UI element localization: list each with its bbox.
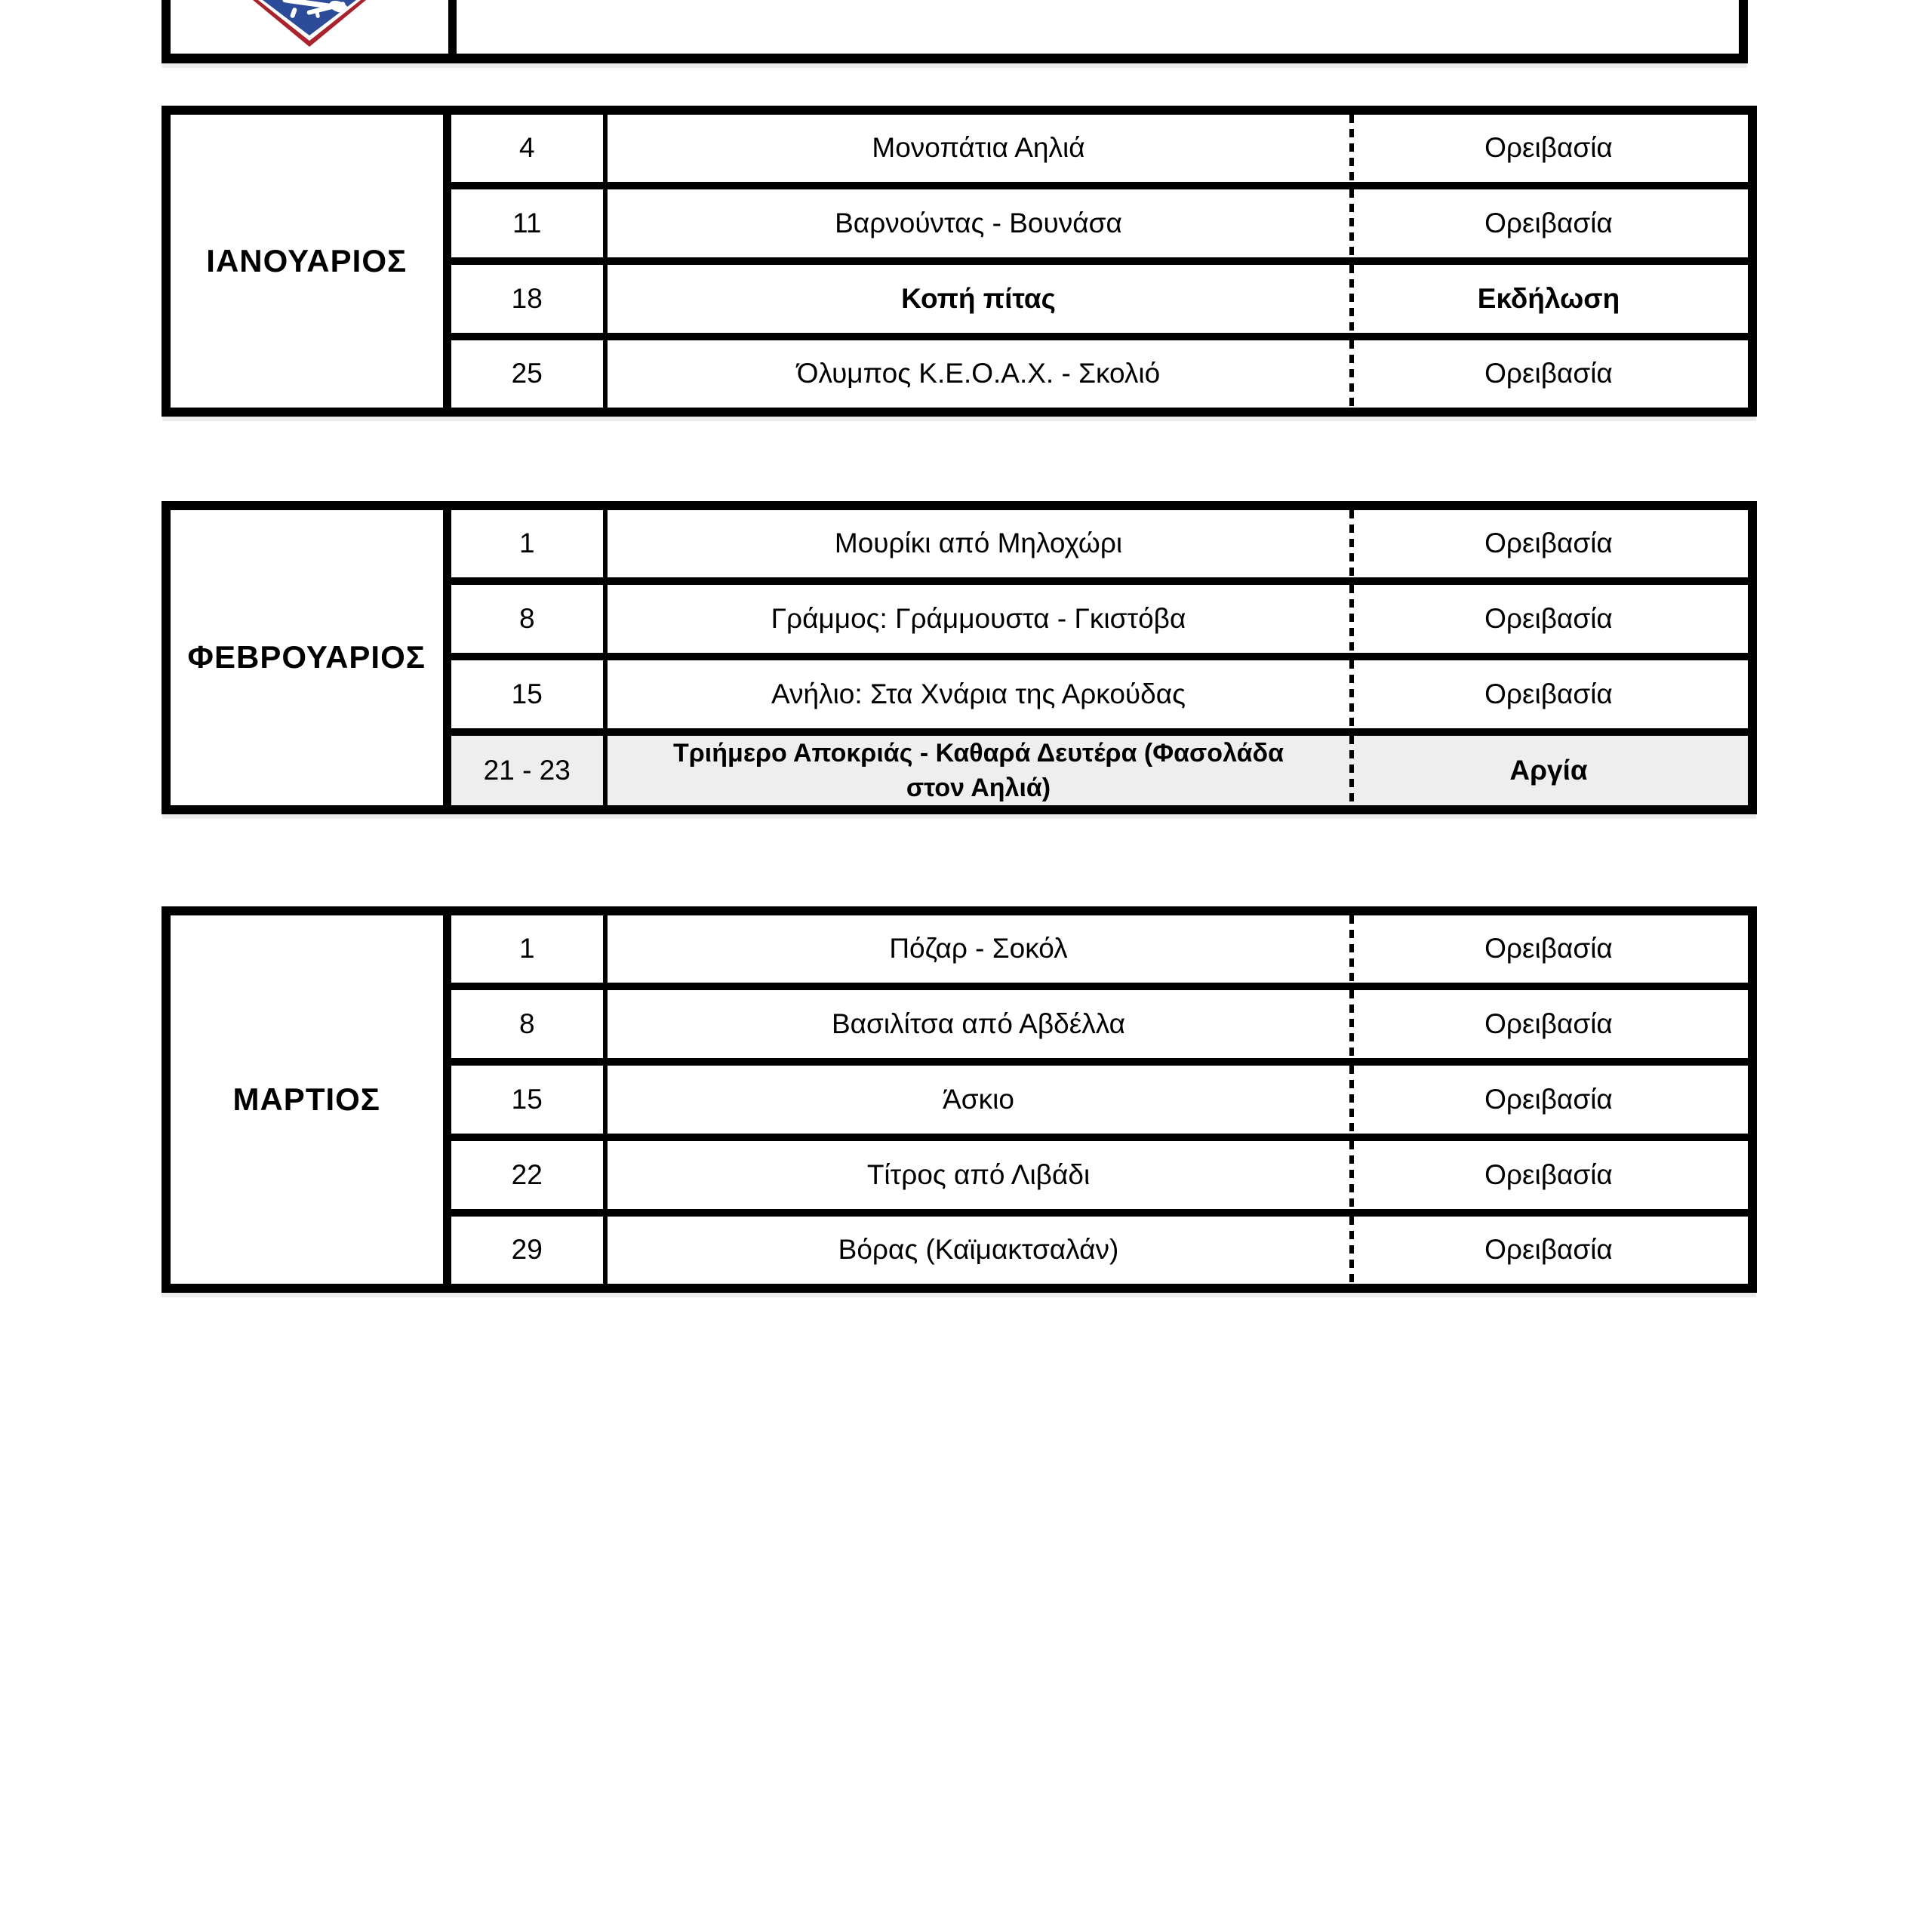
logo-cell	[171, 0, 457, 54]
date-value: 4	[447, 110, 605, 186]
date-value: 25	[447, 337, 605, 412]
activity-type-label: Ορειβασία	[1349, 657, 1752, 732]
activity-type-label: Ορειβασία	[1349, 986, 1752, 1062]
club-shield-logo-icon	[253, 0, 366, 47]
activity-type-label: Ορειβασία	[1349, 337, 1752, 412]
date-value: 1	[447, 506, 605, 581]
month-label: ΦΕΒΡΟΥΑΡΙΟΣ	[166, 506, 447, 810]
schedule-tables	[162, 106, 1748, 1293]
activity-type-label: Αργία	[1349, 732, 1752, 810]
header-title-cell	[457, 0, 1739, 54]
activity-label: Ανήλιο: Στα Χνάρια της Αρκούδας	[605, 657, 1349, 732]
activity-label: Βόρας (Καϊμακτσαλάν)	[605, 1213, 1349, 1288]
activity-label: Βασιλίτσα από Αβδέλλα	[605, 986, 1349, 1062]
date-value: 8	[447, 581, 605, 657]
schedule-row	[166, 506, 1752, 581]
month-table-2	[162, 906, 1757, 1293]
date-value: 21 - 23	[447, 732, 605, 810]
activity-type-label: Ορειβασία	[1349, 1062, 1752, 1137]
date-value: 22	[447, 1137, 605, 1213]
activity-label: Γράμμος: Γράμμουστα - Γκιστόβα	[605, 581, 1349, 657]
activity-label: Πόζαρ - Σοκόλ	[889, 933, 1068, 964]
schedule-row	[166, 110, 1752, 186]
date-value: 29	[447, 1213, 605, 1288]
shield-figure-stroke	[290, 7, 297, 18]
date-value: 15	[447, 657, 605, 732]
activity-type-label: Εκδήλωση	[1349, 261, 1752, 337]
activity-type-label: Ορειβασία	[1349, 911, 1752, 986]
activity-type-label: Ορειβασία	[1349, 1137, 1752, 1213]
activity-label: Μονοπάτια Αηλιά	[872, 132, 1085, 164]
activity-label: Τίτρος από Λιβάδι	[605, 1137, 1349, 1213]
date-value: 15	[447, 1062, 605, 1137]
activity-label: Τριήμερο Αποκριάς - Καθαρά Δευτέρα (Φασολάδα στον Αηλιά)	[605, 732, 1349, 810]
activity-label: Κοπή πίτας	[605, 261, 1349, 337]
activity-type-label: Ορειβασία	[1349, 186, 1752, 261]
month-label: ΙΑΝΟΥΑΡΙΟΣ	[166, 110, 447, 412]
activity-label: Όλυμπος Κ.Ε.Ο.Α.Χ. - Σκολιό	[605, 337, 1349, 412]
activity-label: Μουρίκι από Μηλοχώρι	[834, 528, 1123, 559]
activity-type-label: Ορειβασία	[1349, 581, 1752, 657]
month-table-1	[162, 501, 1757, 814]
date-value: 8	[447, 986, 605, 1062]
document-content	[162, 0, 1748, 1293]
activity-type-label: Ορειβασία	[1349, 110, 1752, 186]
date-value: 11	[447, 186, 605, 261]
activity-type-label: Ορειβασία	[1349, 1213, 1752, 1288]
header-table	[162, 0, 1748, 63]
activity-label: Άσκιο	[605, 1062, 1349, 1137]
activity-label: Βαρνούντας - Βουνάσα	[605, 186, 1349, 261]
schedule-row	[166, 911, 1752, 986]
activity-type-label: Ορειβασία	[1349, 506, 1752, 581]
date-value: 18	[447, 261, 605, 337]
date-value: 1	[447, 911, 605, 986]
month-label: ΜΑΡΤΙΟΣ	[166, 911, 447, 1288]
month-table-0	[162, 106, 1757, 417]
